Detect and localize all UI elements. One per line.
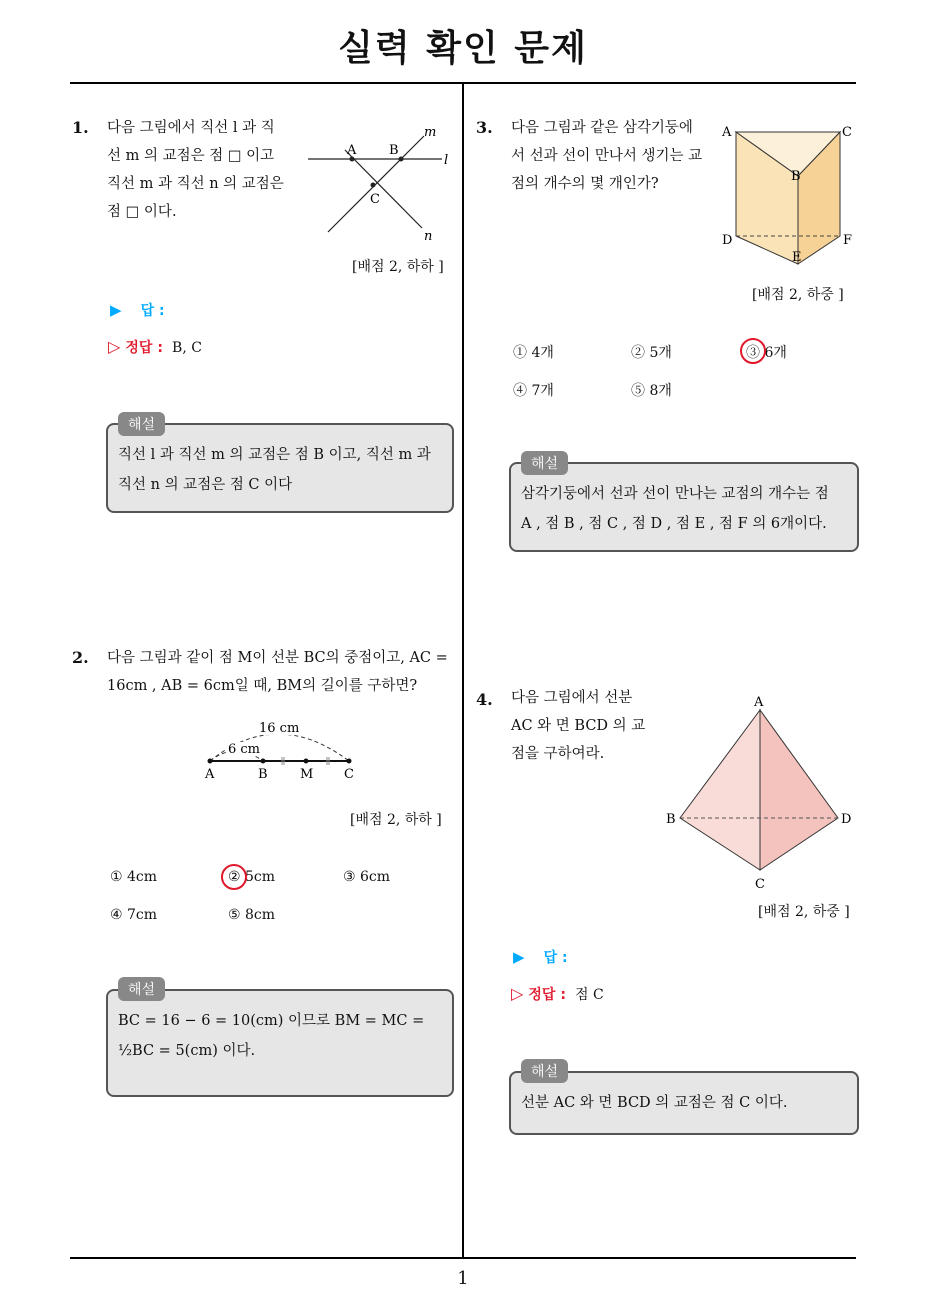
explain-line: BC = 16 − 6 = 10(cm) 이므로 BM = MC = (118, 1013, 425, 1029)
q2-explain-tag: 해설 (118, 977, 165, 1001)
label-c: C (370, 192, 380, 207)
q4-score: [배점 2, 하중 ] (758, 904, 850, 920)
point-c (347, 759, 352, 764)
q4-correct-row (511, 984, 604, 1004)
label-a: A (347, 143, 357, 158)
q2-figure (195, 715, 375, 785)
q2-explain-text (118, 1006, 448, 1066)
q1-text (107, 114, 297, 226)
line-m (328, 136, 424, 232)
label-a: A (754, 695, 764, 710)
q1-correct-row (108, 337, 202, 357)
q1-line: 다음 그림에서 직선 l 과 직 (107, 120, 275, 136)
q1-score: [배점 2, 하하 ] (352, 259, 444, 275)
q4-explain-tag: 해설 (521, 1059, 568, 1083)
correct-value: B, C (172, 340, 202, 356)
correct-value: 점 C (575, 987, 604, 1003)
correct-label: 정답 : (528, 987, 566, 1003)
label-a: A (205, 767, 215, 782)
q3-line: 다음 그림과 같은 삼각기둥에 (511, 120, 693, 136)
explain-line: 삼각기둥에서 선과 선이 만나는 교점의 개수는 점 (521, 486, 829, 502)
point-a (208, 759, 213, 764)
answer-label: 답 : (140, 303, 165, 319)
q4-explain-text (521, 1088, 855, 1118)
selected-answer-mark (740, 338, 766, 364)
page-number: 1 (457, 1268, 469, 1289)
tetra-left-face (680, 710, 760, 870)
line-n (345, 150, 422, 228)
q4-figure (660, 690, 860, 895)
label-c: C (344, 767, 354, 782)
label-e: E (792, 250, 802, 265)
q3-line: 점의 개수의 몇 개인가? (511, 176, 659, 192)
q3-choice-2[interactable]: ② 5개 (631, 345, 672, 361)
correct-label: 정답 : (125, 340, 163, 356)
q3-line: 서 선과 선이 만나서 생기는 교 (511, 148, 703, 164)
label-m: M (300, 767, 314, 782)
q4-number: 4. (476, 690, 493, 709)
q1-explain-tag: 해설 (118, 412, 165, 436)
label-d: D (841, 812, 852, 827)
explain-line: ½BC = 5(cm) 이다. (118, 1043, 256, 1059)
triangle-outline-icon: ▷ (511, 984, 524, 1003)
q2-choice-5[interactable]: ⑤ 8cm (228, 907, 276, 923)
q3-choice-4[interactable]: ④ 7개 (513, 383, 554, 399)
play-icon: ▶ (110, 301, 122, 319)
q2-choice-2[interactable]: ② 5cm (228, 869, 276, 885)
label-b: B (389, 143, 399, 158)
label-b: B (791, 169, 801, 184)
point-c (371, 183, 376, 188)
q1-figure (300, 120, 460, 250)
q2-text (107, 644, 457, 700)
q4-line: 점을 구하여라. (511, 746, 605, 762)
q2-score: [배점 2, 하하 ] (350, 812, 442, 828)
label-d: D (722, 233, 733, 248)
bottom-rule (70, 1257, 856, 1259)
q2-line: 16cm , AB = 6cm일 때, BM의 길이를 구하면? (107, 678, 418, 694)
q2-choice-3[interactable]: ③ 6cm (343, 869, 391, 885)
label-m: m (424, 125, 437, 140)
q3-number: 3. (476, 118, 493, 137)
triangle-outline-icon: ▷ (108, 337, 121, 356)
label-b: B (666, 812, 676, 827)
explain-line: 직선 n 의 교점은 점 C 이다 (118, 477, 293, 493)
selected-answer-mark (221, 864, 247, 890)
q3-choice-5[interactable]: ⑤ 8개 (631, 383, 672, 399)
answer-label: 답 : (543, 950, 568, 966)
q3-explain-text (521, 479, 855, 539)
q4-answer-row (513, 947, 568, 967)
q1-explain-text (118, 440, 448, 500)
point-m (304, 759, 309, 764)
q4-text (511, 684, 661, 768)
label-16cm: 16 cm (259, 721, 300, 736)
label-a: A (722, 125, 732, 140)
label-c: C (755, 877, 765, 892)
q1-answer-row (110, 300, 165, 320)
page-title: 실력 확인 문제 (338, 28, 588, 69)
q1-number: 1. (72, 118, 89, 137)
point-b (261, 759, 266, 764)
q4-line: AC 와 면 BCD 의 교 (511, 718, 646, 734)
label-6cm: 6 cm (228, 742, 261, 757)
q2-choice-1[interactable]: ① 4cm (110, 869, 158, 885)
q2-choice-4[interactable]: ④ 7cm (110, 907, 158, 923)
q4-line: 다음 그림에서 선분 (511, 690, 633, 706)
label-n: n (424, 229, 433, 244)
label-f: F (843, 233, 853, 248)
q3-score: [배점 2, 하중 ] (752, 287, 844, 303)
q2-number: 2. (72, 648, 89, 667)
label-c: C (842, 125, 852, 140)
point-b (399, 157, 404, 162)
label-l: l (444, 153, 449, 168)
explain-line: A , 점 B , 점 C , 점 D , 점 E , 점 F 의 6개이다. (521, 516, 827, 532)
tetra-right-face (760, 710, 838, 870)
q3-text (511, 114, 716, 198)
column-divider (462, 82, 464, 1258)
q1-line: 직선 m 과 직선 n 의 교점은 (107, 176, 284, 192)
q3-figure (718, 118, 868, 278)
q1-line: 점 □ 이다. (107, 204, 177, 220)
q1-line: 선 m 의 교점은 점 □ 이고 (107, 148, 275, 164)
play-icon: ▶ (513, 948, 525, 966)
explain-line: 직선 l 과 직선 m 의 교점은 점 B 이고, 직선 m 과 (118, 447, 431, 463)
q3-choice-1[interactable]: ① 4개 (513, 345, 554, 361)
q3-explain-tag: 해설 (521, 451, 568, 475)
q2-line: 다음 그림과 같이 점 M이 선분 BC의 중점이고, AC = (107, 650, 448, 666)
q3-choice-3[interactable]: ③ 6개 (746, 345, 787, 361)
label-b: B (258, 767, 268, 782)
explain-line: 선분 AC 와 면 BCD 의 교점은 점 C 이다. (521, 1095, 788, 1111)
